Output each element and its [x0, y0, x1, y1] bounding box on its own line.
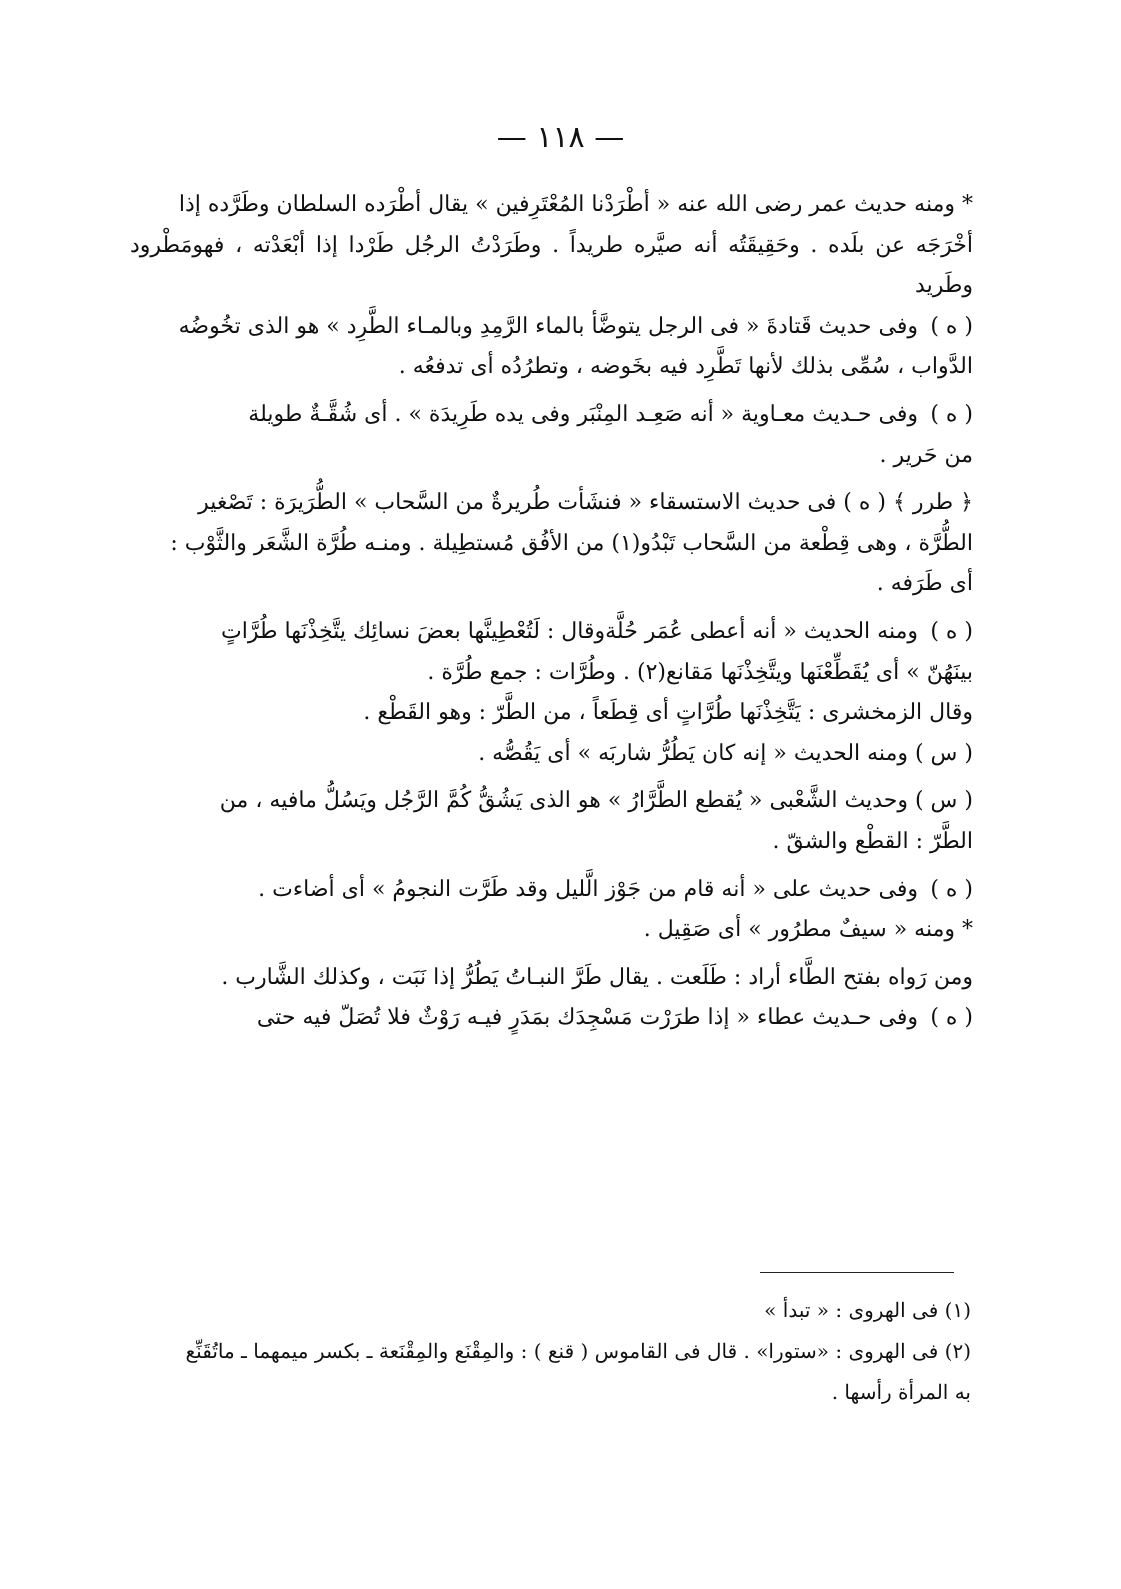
text-line — [130, 870, 973, 911]
footnote-line: (١) فى الهروى : « تبدأ » — [764, 1298, 971, 1322]
text-line — [130, 436, 973, 477]
line-text: وفى حديث على « أنه قام من جَوْز الَّليل وقد طَرَّت النجومُ » أى أضاءت . — [258, 876, 918, 902]
source-sigil: ( ه ) — [930, 618, 973, 644]
source-sigil: ( س ) — [914, 788, 973, 814]
line-text: ﴿ طرر ﴾ ( ه ) فى حديث الاستسقاء « فنشَأت طُريرةٌ من السَّحاب » الطُّرَيرَة : تَصْغير — [198, 490, 973, 516]
text-line — [130, 958, 973, 999]
source-sigil: ( ه ) — [930, 313, 973, 339]
line-text: وفى حـديث معـاوية « أنه صَعِـد المِنْبَر وفى يده طَرِيدَة » . أى شُقَّـةٌ طويلة — [248, 401, 918, 427]
text-line — [130, 653, 973, 694]
text-line — [130, 564, 973, 605]
line-text: من حَرير . — [879, 442, 973, 468]
source-sigil: ( ه ) — [930, 401, 973, 427]
footnotes — [130, 1290, 971, 1413]
footnote-line: (٢) فى الهروى : «ستورا» . قال فى القاموس ( قنع ) : والمِقْنَع والمِقْنَعة ـ بكسر ميمهما ـ ماتُقَنِّع — [185, 1339, 971, 1363]
line-text: وفى حـديث عطاء « إذا طرَرْت مَسْجِدَك بمَدَرٍ فيـه رَوْثٌ فلا تُصَلّ فيه حتى — [256, 1005, 918, 1031]
line-text: * ومنه « سيفٌ مطرُور » أى صَقِيل . — [643, 917, 973, 943]
text-line — [130, 612, 973, 653]
text-line — [130, 347, 973, 388]
source-sigil: ( ه ) — [930, 1005, 973, 1031]
line-text: وقال الزمخشرى : يَتَّخِذْنَها طُرَّاتٍ أى قِطَعاً ، من الطَّرّ : وهو القَطْع . — [363, 700, 973, 726]
text-line — [130, 734, 973, 775]
line-text: ومن رَواه بفتح الطَّاء أراد : طَلَعت . يقال طَرَّ النبـاتُ يَطُرُّ إذا نَبَت ، وكذلك الشَّارب . — [221, 964, 973, 990]
text-line — [130, 185, 973, 226]
page-number: — ١١٨ — — [496, 120, 625, 155]
text-line — [130, 781, 973, 822]
text-line — [130, 307, 973, 348]
line-text: الطُّرَّة ، وهى قِطْعة من السَّحاب تَبْدُو(١) من الأفُق مُستطِيلة . ومنـه طُرَّة الشَّعَر والثَّوْب : — [170, 530, 973, 556]
line-text: الطَّرّ : القطْع والشقّ . — [772, 828, 973, 854]
body-text — [130, 185, 973, 1039]
text-line — [130, 822, 973, 863]
text-line — [130, 693, 973, 734]
line-text: ومنه الحديث « إنه كان يَطُرُّ شاربَه » أى يَقُصُّه . — [478, 740, 908, 766]
text-line — [130, 998, 973, 1039]
line-text: بينَهُنّ » أى يُقَطِّعْنَها ويتَّخِذْنَها مَقانع(٢) . وطُرَّات : جمع طُرَّة . — [427, 659, 973, 685]
text-line — [130, 524, 973, 565]
line-text: أخْرَجَه عن بلَده . وحَقِيقَتُه أنه صيَّره طريداً . وطَرَدْتُ الرجُل طَرْدا إذا أبْعَدْته ، فهومَطْرود وطَريد — [130, 232, 973, 299]
text-line — [130, 910, 973, 951]
text-line — [130, 483, 973, 524]
line-text: وفى حديث قَتادةَ « فى الرجل يتوضَّأ بالماء الرَّمِدِ وبالمـاء الطَّرِد » هو الذى تخُوضُه — [178, 313, 918, 339]
line-text: الدَّواب ، سُمِّى بذلك لأنها تَطَّرِد فيه بخَوضه ، وتطرُدُه أى تدفعُه . — [398, 354, 973, 380]
line-text: وحديث الشَّعْبى « يُقطع الطَّرَّارُ » هو الذى يَشُقُّ كُمَّ الرَّجُل ويَسُلُّ مافيه ، من — [219, 788, 908, 814]
line-text: * ومنه حديث عمر رضى الله عنه « أطْرَدْنا المُعْتَرِفين » يقال أطْرَده السلطان وطَرَّده إذا — [178, 192, 973, 217]
line-text: ومنه الحديث « أنه أعطى عُمَر حُلَّةوقال : لَتُعْطِينَّها بعضَ نسائِك يتَّخِذْنَها طُرَّاتٍ — [221, 618, 918, 644]
text-line — [130, 395, 973, 436]
source-sigil: ( ه ) — [930, 876, 973, 902]
text-line — [130, 226, 973, 307]
line-text: أى طَرَفه . — [876, 571, 973, 597]
source-sigil: ( س ) — [914, 740, 973, 766]
footnote-divider — [760, 1272, 954, 1273]
footnote-line: به المرأة رأسها . — [831, 1380, 971, 1404]
